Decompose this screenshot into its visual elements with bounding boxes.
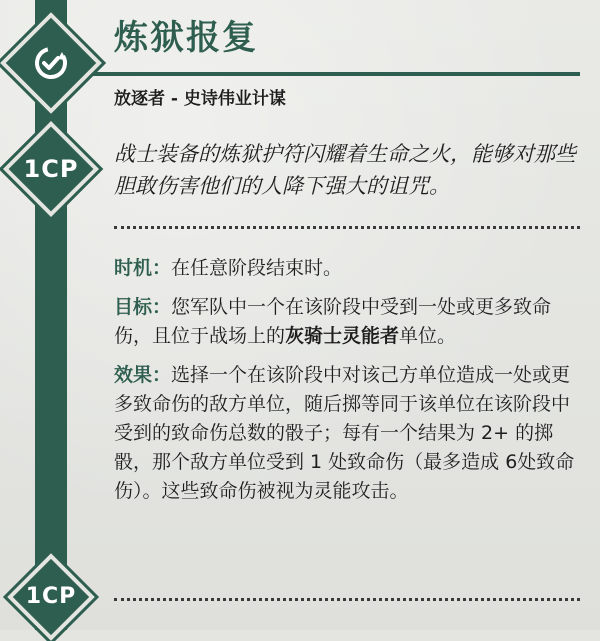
target-text-end: 单位。 bbox=[399, 325, 457, 347]
when-text: 在任意阶段结束时。 bbox=[171, 257, 343, 279]
when-label: 时机： bbox=[114, 257, 172, 279]
bottom-cost-label: 1CP bbox=[25, 584, 77, 609]
target-text: 您军队中一个在该阶段中受到一处或更多致命伤，且位于战场上的 bbox=[114, 296, 552, 347]
card-subtitle: 放逐者 - 史诗伟业计谋 bbox=[114, 89, 286, 109]
rules-text bbox=[114, 254, 580, 516]
effect-rule bbox=[114, 361, 580, 506]
target-label: 目标： bbox=[114, 296, 172, 318]
cost-label: 1CP bbox=[23, 155, 79, 183]
cycle-check-icon bbox=[31, 43, 71, 83]
effect-text: 选择一个在该阶段中对该己方单位造成一处或更多致命伤的敌方单位，随后掷等同于该单位在该阶段中受到的致命伤总数的骰子；每有一个结果为 2+ 的掷骰，那个敌方单位受到 1 处致命伤（最多造成 6处致命伤）。这些致命伤被视为灵能攻击。 bbox=[114, 364, 575, 502]
effect-label: 效果： bbox=[114, 364, 172, 386]
divider-bottom bbox=[114, 598, 580, 601]
card-title: 炼狱报复 bbox=[114, 18, 258, 58]
when-rule bbox=[114, 254, 580, 283]
flavor-text: 战士装备的炼狱护符闪耀着生命之火，能够对那些胆敢伤害他们的人降下强大的诅咒。 bbox=[114, 142, 576, 198]
header-rule bbox=[67, 72, 580, 76]
target-rule bbox=[114, 293, 580, 351]
target-keyword: 灰骑士灵能者 bbox=[285, 325, 400, 347]
divider bbox=[114, 226, 580, 229]
